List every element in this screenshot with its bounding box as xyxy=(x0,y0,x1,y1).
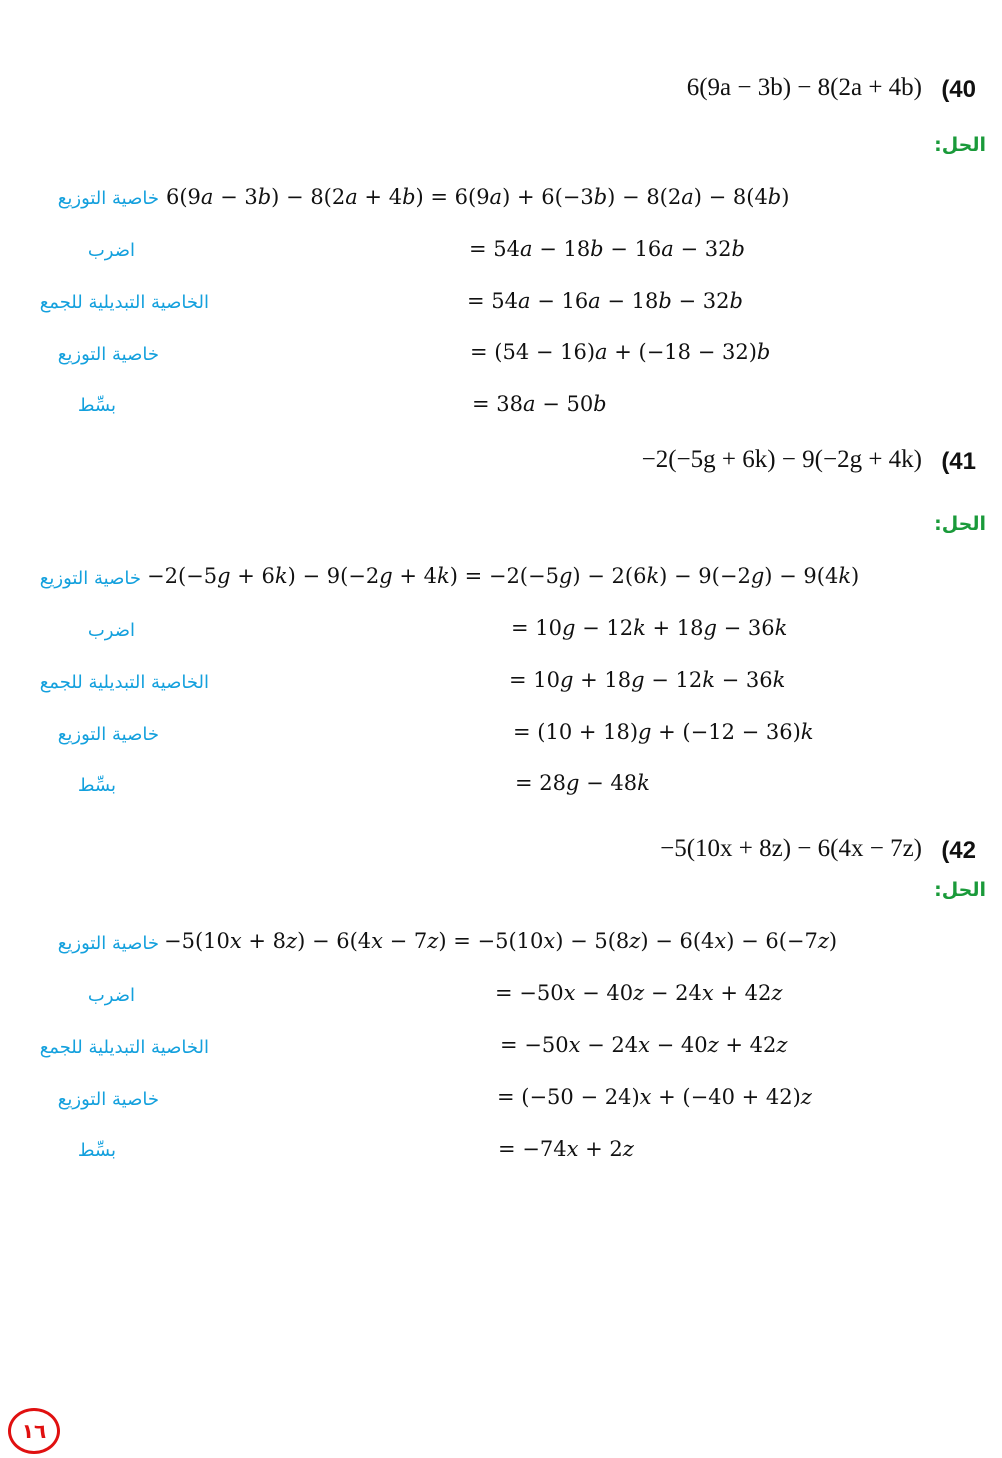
step-label-commutative: الخاصية التبديلية للجمع xyxy=(39,292,209,313)
problem-42-number: (42 xyxy=(941,837,976,864)
solution-label-42: الحل: xyxy=(934,879,986,901)
problem-42-expression: −5(10x + 8z) − 6(4x − 7z) xyxy=(660,835,922,862)
step-label-commutative: الخاصية التبديلية للجمع xyxy=(39,1037,209,1058)
step-math: = 28𝑔 − 48𝑘 xyxy=(515,771,650,795)
step-math: = 38𝑎 − 50𝑏 xyxy=(472,392,607,416)
solution-label-40: الحل: xyxy=(934,134,986,156)
step-label-multiply: اضرب xyxy=(87,985,135,1006)
step-math: = (54 − 16)𝑎 + (−18 − 32)𝑏 xyxy=(470,340,771,364)
step-label-simplify: بسِّط xyxy=(77,1140,116,1161)
step-math: = 10𝑔 + 18𝑔 − 12𝑘 − 36𝑘 xyxy=(509,668,786,692)
step-label-multiply: اضرب xyxy=(87,620,135,641)
step-label-distributive: خاصية التوزيع xyxy=(57,344,159,365)
problem-40-expression: 6(9a − 3b) − 8(2a + 4b) xyxy=(686,74,922,101)
step-math: = −50𝑥 − 40𝑧 − 24𝑥 + 42𝑧 xyxy=(495,981,783,1005)
step-math: = (−50 − 24)𝑥 + (−40 + 42)𝑧 xyxy=(497,1085,812,1109)
step-math: = 54𝑎 − 18𝑏 − 16𝑎 − 32𝑏 xyxy=(469,237,745,261)
step-math: = 10𝑔 − 12𝑘 + 18𝑔 − 36𝑘 xyxy=(511,616,788,640)
problem-40-number: (40 xyxy=(941,76,976,103)
step-label-distributive: خاصية التوزيع xyxy=(57,188,159,209)
step-label-simplify: بسِّط xyxy=(77,395,116,416)
step-label-distributive: خاصية التوزيع xyxy=(57,724,159,745)
step-math: −5(10𝑥 + 8𝑧) − 6(4𝑥 − 7𝑧) = −5(10𝑥) − 5(8𝑧) − 6(4𝑥) − 6(−7𝑧) xyxy=(164,929,838,953)
step-math: −2(−5𝑔 + 6𝑘) − 9(−2𝑔 + 4𝑘) = −2(−5𝑔) − 2(6𝑘) − 9(−2𝑔) − 9(4𝑘) xyxy=(147,564,860,588)
step-math: = −74𝑥 + 2𝑧 xyxy=(498,1137,634,1161)
page-number: ١٦ xyxy=(21,1419,47,1443)
step-math: = −50𝑥 − 24𝑥 − 40𝑧 + 42𝑧 xyxy=(500,1033,788,1057)
page-number-badge xyxy=(8,1408,60,1454)
solution-label-41: الحل: xyxy=(934,513,986,535)
step-math: = 54𝑎 − 16𝑎 − 18𝑏 − 32𝑏 xyxy=(467,289,743,313)
step-label-simplify: بسِّط xyxy=(77,775,116,796)
step-label-distributive: خاصية التوزيع xyxy=(57,933,159,954)
step-label-distributive: خاصية التوزيع xyxy=(57,1089,159,1110)
problem-41-expression: −2(−5g + 6k) − 9(−2g + 4k) xyxy=(641,446,922,473)
step-label-commutative: الخاصية التبديلية للجمع xyxy=(39,672,209,693)
step-math: 6(9𝑎 − 3𝑏) − 8(2𝑎 + 4𝑏) = 6(9𝑎) + 6(−3𝑏) − 8(2𝑎) − 8(4𝑏) xyxy=(166,185,790,209)
problem-41-number: (41 xyxy=(941,448,976,475)
step-label-multiply: اضرب xyxy=(87,240,135,261)
step-label-distributive: خاصية التوزيع xyxy=(39,568,141,589)
step-math: = (10 + 18)𝑔 + (−12 − 36)𝑘 xyxy=(513,720,814,744)
